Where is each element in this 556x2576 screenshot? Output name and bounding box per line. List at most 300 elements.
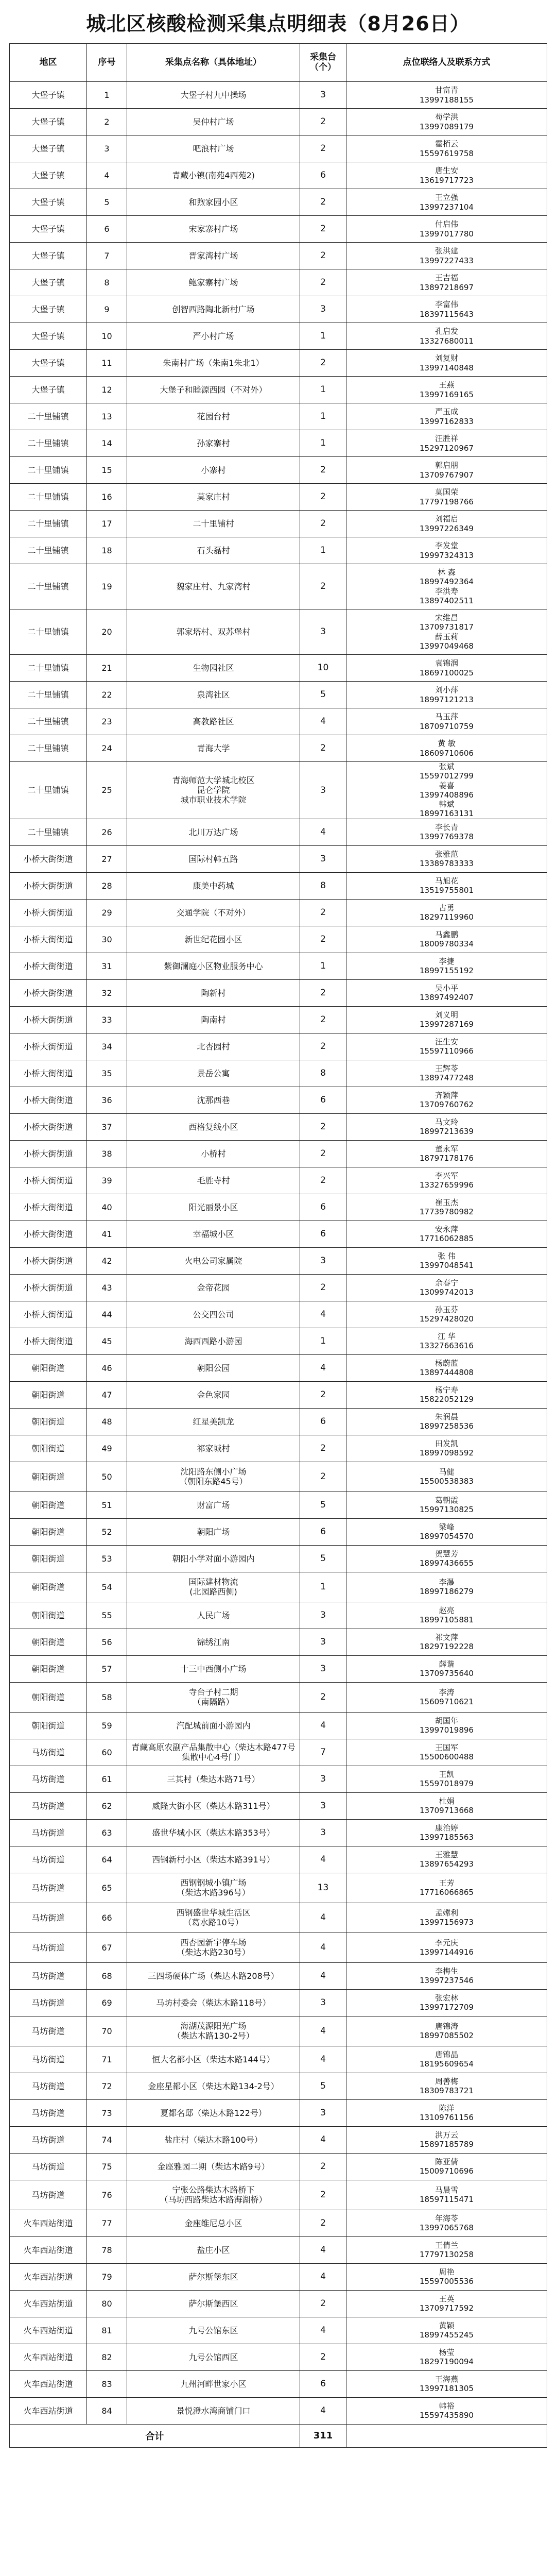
cell-seq-line: 24 [101,743,112,753]
table-row [10,1435,547,1462]
cell-count-line: 1 [320,961,326,972]
cell-contact-line: 祁文萍 [435,1632,458,1642]
cell-region [10,2370,87,2397]
cell-site-line: 宁张公路柴达木路桥下 [172,2185,255,2195]
table-row [10,189,547,216]
cell-site-line: （朝阳东路45号） [179,1477,248,1487]
cell-seq [87,537,127,564]
cell-site-line: 阳光丽景小区 [188,1202,238,1212]
cell-region [10,1221,87,1247]
cell-contact-line: 13619717723 [420,175,474,185]
cell-region-line: 朝阳街道 [31,1471,65,1482]
table-row [10,762,547,819]
cell-site [127,377,300,403]
cell-region [10,1167,87,1194]
cell-count [300,1006,346,1033]
total-row [10,2424,547,2447]
cell-site [127,655,300,682]
table-row [10,1033,547,1060]
cell-contact-line: 韩裕 [439,2401,455,2411]
cell-site [127,872,300,899]
cell-count-line: 1 [320,384,326,395]
cell-contact-line: 17716066865 [420,1888,474,1897]
cell-region [10,1792,87,1819]
cell-contact-line: 赵亮 [439,1605,455,1615]
cell-contact-line: 18397115643 [420,309,474,319]
cell-seq [87,1354,127,1381]
cell-region [10,1006,87,1033]
cell-region-line: 二十里铺镇 [27,626,69,637]
cell-count [300,845,346,872]
cell-site-line: 昆仑学院 [197,785,230,795]
cell-seq-line: 61 [101,1774,112,1784]
cell-site [127,323,300,350]
cell-count [300,953,346,979]
table-row [10,1194,547,1221]
cell-seq [87,1006,127,1033]
cell-seq [87,2153,127,2180]
cell-contact-line: 杨蔚蓝 [435,1358,458,1368]
cell-site-line: 孙家寨村 [197,438,230,448]
cell-count [300,2317,346,2344]
cell-seq-line: 48 [101,1416,112,1427]
cell-count-line: 6 [320,1095,326,1106]
table-row [10,872,547,899]
cell-seq [87,1167,127,1194]
cell-count [300,2073,346,2099]
cell-region [10,537,87,564]
cell-contact-line: 崔玉杰 [435,1197,458,1207]
cell-seq [87,403,127,430]
cell-contact-line: 唐生安 [435,166,458,176]
cell-seq [87,323,127,350]
cell-site [127,2126,300,2153]
cell-seq [87,1408,127,1435]
table-row [10,1572,547,1602]
cell-region-line: 朝阳街道 [31,1527,65,1537]
cell-count [300,296,346,323]
cell-seq [87,1682,127,1712]
cell-site [127,564,300,609]
cell-seq [87,189,127,216]
cell-seq-line: 21 [101,663,112,673]
cell-seq [87,899,127,926]
cell-count-line: 6 [320,1527,326,1537]
cell-contact [346,1006,547,1033]
table-row [10,1739,547,1766]
cell-contact [346,979,547,1006]
cell-site-line: 大堡子村九中操场 [180,90,247,100]
cell-region [10,1328,87,1354]
table-row [10,2073,547,2099]
cell-seq [87,2344,127,2370]
cell-seq-line: 66 [101,1912,112,1923]
cell-contact-line: 15822052129 [420,1395,474,1404]
cell-seq-line: 22 [101,689,112,700]
cell-region-line: 马坊街道 [31,1827,65,1838]
cell-seq-line: 70 [101,2026,112,2036]
table-row [10,457,547,484]
sampling-sites-table [9,43,547,2448]
cell-region-line: 大堡子镇 [31,224,65,234]
cell-seq-line: 57 [101,1664,112,1674]
cell-contact-line: 马健 [439,1467,455,1477]
cell-contact [346,899,547,926]
cell-region-line: 马坊街道 [31,1747,65,1757]
cell-region [10,1655,87,1682]
cell-region-line: 朝阳街道 [31,1553,65,1564]
cell-contact [346,1873,547,1903]
cell-seq-line: 39 [101,1175,112,1185]
cell-region [10,1033,87,1060]
cell-contact-line: 王英 [439,2294,455,2303]
cell-seq-line: 79 [101,2272,112,2282]
cell-region [10,269,87,296]
cell-contact-line: 13997065768 [420,2223,474,2233]
table-row [10,708,547,735]
cell-contact-line: 付启伟 [435,219,458,229]
cell-contact-line: 杨莹 [439,2347,455,2357]
cell-seq-line: 12 [101,384,112,395]
cell-contact [346,135,547,162]
cell-count [300,2236,346,2263]
cell-contact-line: 张斌 [439,762,455,771]
cell-site [127,1819,300,1846]
cell-contact-line: 薛玉莉 [435,632,458,641]
cell-seq [87,1492,127,1518]
cell-seq-line: 68 [101,1971,112,1981]
table-row [10,2016,547,2046]
table-row [10,2397,547,2424]
cell-seq-line: 41 [101,1229,112,1239]
cell-region-line: 小桥大街街道 [23,1014,73,1025]
cell-seq [87,708,127,735]
cell-count [300,189,346,216]
cell-site [127,1247,300,1274]
cell-count [300,1712,346,1739]
cell-site [127,109,300,135]
cell-region [10,296,87,323]
cell-contact-line: 安永萍 [435,1224,458,1234]
header-count: 采集台（个） [300,44,346,82]
cell-site [127,1846,300,1873]
cell-site [127,189,300,216]
cell-count-line: 2 [320,1122,326,1132]
cell-site [127,926,300,953]
cell-seq-line: 23 [101,716,112,726]
cell-seq-line: 14 [101,438,112,448]
cell-site [127,1381,300,1408]
cell-count [300,350,346,377]
total-count: 311 [300,2424,346,2447]
cell-contact-line: 王国军 [435,1742,458,1752]
cell-count-line: 3 [320,626,326,637]
cell-region [10,1903,87,1933]
cell-seq-line: 80 [101,2298,112,2309]
cell-region [10,323,87,350]
cell-region-line: 二十里铺镇 [27,663,69,673]
table-row [10,1712,547,1739]
cell-region [10,377,87,403]
cell-contact-line: 19997324313 [420,550,474,560]
cell-seq [87,845,127,872]
cell-seq [87,1962,127,1989]
cell-contact-line: 18309783721 [420,2086,474,2096]
cell-site-line: 国际村韩五路 [188,854,238,864]
cell-contact-line: 18997098592 [420,1448,474,1458]
cell-count [300,1354,346,1381]
table-row [10,1903,547,1933]
cell-count-line: 2 [320,250,326,261]
cell-count-line: 3 [320,1637,326,1648]
cell-count-line: 4 [320,1309,326,1320]
cell-contact-line: 13709731817 [420,622,474,632]
cell-count-line: 10 [317,663,329,673]
cell-contact-line: 周善梅 [435,2076,458,2086]
cell-site-line: 九号公馆东区 [188,2325,238,2335]
cell-region-line: 马坊街道 [31,1997,65,2008]
cell-contact-line: 董永军 [435,1144,458,1154]
cell-contact-line: 18997155192 [420,966,474,976]
cell-count-line: 2 [320,2218,326,2229]
cell-contact-line: 江 华 [438,1331,456,1341]
cell-seq-line: 31 [101,961,112,971]
cell-site [127,457,300,484]
cell-contact-line: 15500600488 [420,1752,474,1762]
cell-contact-line: 15997130825 [420,1505,474,1515]
cell-count [300,2046,346,2073]
cell-seq-line: 2 [104,116,110,127]
cell-region-line: 马坊街道 [31,2026,65,2036]
cell-seq-line: 16 [101,492,112,502]
cell-region [10,1247,87,1274]
cell-seq [87,1873,127,1903]
cell-region [10,1873,87,1903]
cell-contact [346,1572,547,1602]
cell-count-line: 4 [320,2325,326,2336]
cell-region-line: 小桥大街街道 [23,1041,73,1052]
cell-seq [87,1087,127,1113]
cell-count-line: 5 [320,689,326,700]
cell-count [300,135,346,162]
cell-count [300,2344,346,2370]
cell-region-line: 二十里铺镇 [27,581,69,591]
cell-contact-line: 13327659996 [420,1180,474,1190]
table-row [10,655,547,682]
cell-count [300,403,346,430]
cell-seq-line: 64 [101,1854,112,1865]
cell-seq [87,2263,127,2290]
cell-region [10,1113,87,1140]
cell-contact-line: 13897654293 [420,1859,474,1869]
cell-region [10,2344,87,2370]
cell-contact-line: 葛朝霞 [435,1495,458,1505]
cell-seq [87,953,127,979]
cell-region-line: 二十里铺镇 [27,689,69,700]
cell-contact-line: 18709710759 [420,721,474,731]
cell-count-line: 4 [320,1971,326,1981]
cell-region-line: 二十里铺镇 [27,465,69,475]
cell-contact-line: 18997163131 [420,809,474,819]
cell-site [127,1933,300,1962]
cell-contact [346,1087,547,1113]
cell-seq-line: 59 [101,1720,112,1731]
cell-contact-line: 13997144916 [420,1947,474,1957]
cell-region-line: 小桥大街街道 [23,1148,73,1159]
cell-contact-line: 梁峰 [439,1522,455,1532]
cell-site-line: 陶新村 [201,988,226,998]
cell-count-line: 2 [320,1692,326,1703]
cell-contact [346,1060,547,1087]
cell-site-line: 莫家庄村 [197,492,230,502]
cell-region-line: 马坊街道 [31,1801,65,1811]
cell-site-line: 朝阳广场 [197,1527,230,1537]
cell-contact-line: 13109761156 [420,2113,474,2123]
cell-count-line: 4 [320,2245,326,2256]
cell-contact-line: 13997226349 [420,523,474,533]
cell-contact [346,953,547,979]
table-row [10,484,547,511]
table-row [10,2263,547,2290]
cell-count [300,2290,346,2317]
cell-region-line: 大堡子镇 [31,304,65,314]
header-region: 地区 [10,44,87,82]
cell-region [10,926,87,953]
cell-contact-line: 13997185563 [420,1833,474,1842]
cell-site-line: 青海大学 [197,743,230,753]
table-row [10,1167,547,1194]
table-row [10,2344,547,2370]
cell-region [10,1933,87,1962]
cell-count-line: 2 [320,1471,326,1482]
cell-contact [346,1545,547,1572]
cell-region [10,899,87,926]
cell-contact [346,2290,547,2317]
cell-seq-line: 53 [101,1553,112,1564]
cell-seq-line: 65 [101,1883,112,1893]
cell-contact [346,1221,547,1247]
cell-count-line: 3 [320,90,326,100]
cell-site [127,269,300,296]
cell-count-line: 2 [320,224,326,234]
cell-region [10,350,87,377]
cell-contact-line: 17797198766 [420,497,474,506]
cell-seq [87,1301,127,1328]
cell-contact-line: 18997085502 [420,2031,474,2041]
cell-site-line: 三其村（柴达木路71号） [167,1774,260,1784]
cell-contact-line: 洪万云 [435,2130,458,2140]
cell-contact-line: 18997213639 [420,1127,474,1137]
cell-region [10,1140,87,1167]
cell-count-line: 2 [320,934,326,945]
cell-contact-line: 田发凯 [435,1438,458,1448]
cell-region-line: 马坊街道 [31,1971,65,1981]
cell-contact-line: 15297120967 [420,443,474,453]
cell-count-line: 2 [320,1443,326,1454]
cell-count-line: 3 [320,2108,326,2119]
cell-contact-line: 李洪寿 [435,586,458,596]
cell-region [10,735,87,762]
cell-contact-line: 李富伟 [435,300,458,310]
cell-count-line: 6 [320,1416,326,1427]
cell-contact-line: 13997048541 [420,1261,474,1270]
cell-region-line: 朝阳街道 [31,1500,65,1510]
cell-count-line: 2 [320,1389,326,1400]
cell-site-line: 二十里铺村 [193,518,234,529]
cell-contact-line: 李瀑 [439,1577,455,1587]
cell-region [10,1572,87,1602]
cell-region [10,1766,87,1792]
cell-count-line: 2 [320,988,326,998]
cell-region [10,2153,87,2180]
cell-count [300,1033,346,1060]
cell-count [300,1766,346,1792]
cell-seq-line: 72 [101,2081,112,2091]
cell-contact-line: 13997237104 [420,202,474,212]
cell-region-line: 小桥大街街道 [23,1256,73,1266]
cell-count-line: 5 [320,1500,326,1511]
cell-region [10,2073,87,2099]
cell-site-line: 海西西路小游园 [184,1336,242,1346]
cell-site-line: 花园台村 [197,411,230,421]
cell-region [10,457,87,484]
cell-region-line: 马坊街道 [31,2161,65,2172]
cell-site-line: 沈那西巷 [197,1095,230,1105]
cell-region-line: 火车西站街道 [23,2245,73,2255]
cell-region-line: 二十里铺镇 [27,492,69,502]
cell-contact-line: 18597115471 [420,2195,474,2205]
cell-count [300,1572,346,1602]
cell-site [127,484,300,511]
cell-seq [87,216,127,243]
cell-seq-line: 28 [101,880,112,891]
cell-region-line: 大堡子镇 [31,197,65,207]
cell-site [127,1873,300,1903]
cell-contact-line: 13997049468 [420,641,474,651]
cell-count-line: 2 [320,907,326,918]
cell-region-line: 朝阳街道 [31,1720,65,1731]
cell-region [10,564,87,609]
cell-contact-line: 汪胜祥 [435,434,458,444]
cell-contact-line: 李涛 [439,1687,455,1697]
cell-count [300,1629,346,1655]
cell-seq-line: 18 [101,545,112,555]
cell-count-line: 7 [320,1747,326,1758]
cell-seq [87,1221,127,1247]
cell-seq-line: 17 [101,518,112,529]
cell-seq-line: 37 [101,1122,112,1132]
header-site: 采集点名称（具体地址） [127,44,300,82]
cell-count [300,708,346,735]
cell-contact [346,162,547,189]
cell-contact [346,1492,547,1518]
cell-contact-line: 18297190094 [420,2357,474,2367]
cell-region-line: 二十里铺镇 [27,518,69,529]
cell-site-line: 火电公司家属院 [184,1256,242,1266]
cell-count [300,926,346,953]
cell-site-line: 恒大名都小区（柴达木路144号） [152,2054,275,2064]
cell-contact [346,1712,547,1739]
table-row [10,109,547,135]
cell-count [300,735,346,762]
cell-contact-line: 林 森 [438,567,456,577]
cell-seq [87,296,127,323]
cell-seq [87,1545,127,1572]
cell-site-line: 景岳公寓 [197,1068,230,1078]
cell-region [10,2099,87,2126]
cell-seq [87,511,127,537]
cell-count [300,2210,346,2236]
